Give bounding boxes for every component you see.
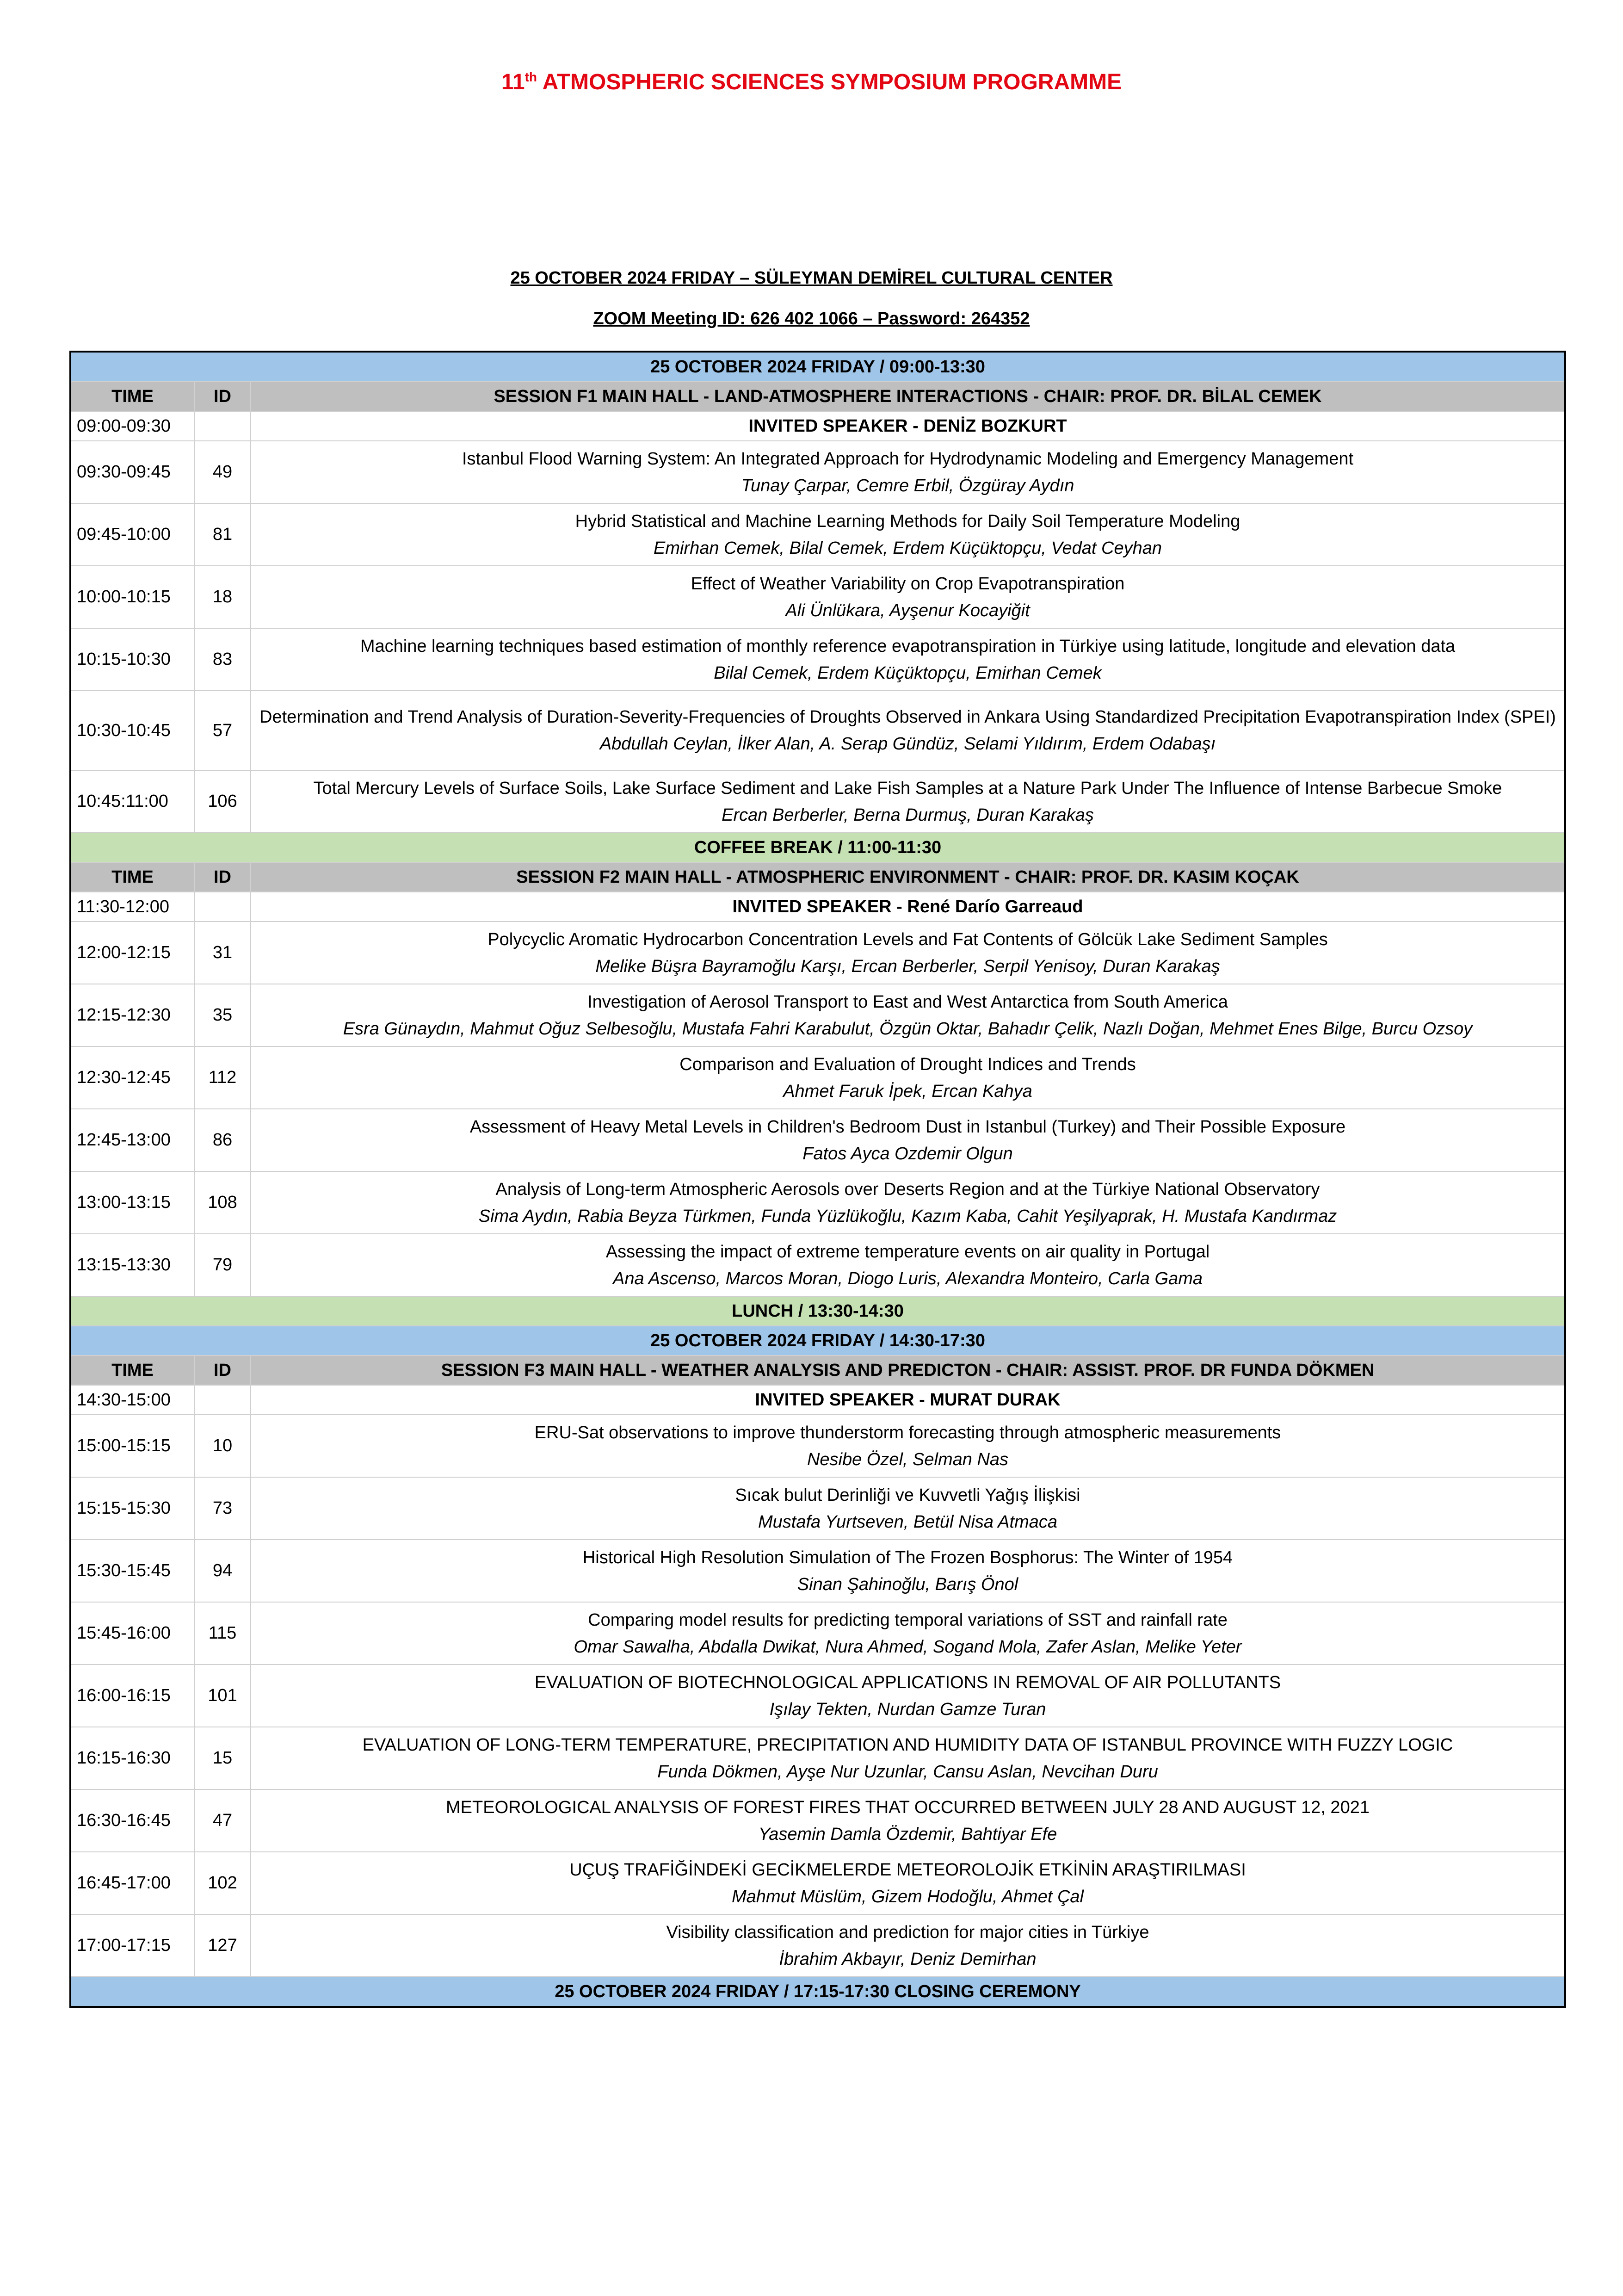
id-cell: 18: [194, 566, 251, 628]
session-header-row: [70, 382, 1565, 411]
date-header: 25 OCTOBER 2024 FRIDAY / 09:00-13:30: [70, 352, 1565, 382]
paper-authors: Melike Büşra Bayramoğlu Karşı, Ercan Berberler, Serpil Yenisoy, Duran Karakaş: [595, 956, 1220, 976]
id-cell: 101: [194, 1665, 251, 1727]
paper-row: [70, 691, 1565, 770]
paper-authors: Fatos Ayca Ozdemir Olgun: [802, 1144, 1013, 1163]
title-number: 11: [501, 70, 525, 94]
paper-title: EVALUATION OF LONG-TERM TEMPERATURE, PRECIPITATION AND HUMIDITY DATA OF ISTANBUL PROVINCE WITH FUZZY LOGIC: [362, 1735, 1453, 1755]
time-cell: 15:45-16:00: [70, 1602, 194, 1665]
date-header-row: [70, 352, 1565, 382]
paper-title: Assessing the impact of extreme temperature events on air quality in Portugal: [605, 1242, 1210, 1262]
paper-authors: Mustafa Yurtseven, Betül Nisa Atmaca: [758, 1512, 1057, 1532]
paper-title: Istanbul Flood Warning System: An Integrated Approach for Hydrodynamic Modeling and Emergency Management: [462, 449, 1354, 469]
break-row: [70, 1296, 1565, 1326]
paper-row: [70, 1665, 1565, 1727]
title-ordinal: th: [525, 70, 537, 84]
column-header-time: TIME: [70, 862, 194, 892]
paper-title: Hybrid Statistical and Machine Learning Methods for Daily Soil Temperature Modeling: [575, 511, 1240, 531]
id-cell: 115: [194, 1602, 251, 1665]
paper-row: [70, 1727, 1565, 1789]
time-cell: 16:00-16:15: [70, 1665, 194, 1727]
paper-authors: Emirhan Cemek, Bilal Cemek, Erdem Küçüktopçu, Vedat Ceyhan: [654, 538, 1162, 558]
paper-cell: [251, 1727, 1565, 1789]
paper-authors: Bilal Cemek, Erdem Küçüktopçu, Emirhan Cemek: [714, 663, 1102, 683]
paper-authors: Tunay Çarpar, Cemre Erbil, Özgüray Aydın: [741, 476, 1074, 495]
session-title: SESSION F1 MAIN HALL - LAND-ATMOSPHERE INTERACTIONS - CHAIR: PROF. DR. BİLAL CEMEK: [251, 382, 1565, 411]
invited-speaker: INVITED SPEAKER - DENİZ BOZKURT: [251, 411, 1565, 441]
paper-authors: Ercan Berberler, Berna Durmuş, Duran Karakaş: [722, 805, 1094, 825]
break-label: LUNCH / 13:30-14:30: [70, 1296, 1565, 1326]
paper-cell: [251, 984, 1565, 1046]
session-title: SESSION F3 MAIN HALL - WEATHER ANALYSIS AND PREDICTON - CHAIR: ASSIST. PROF. DR FUNDA DÖKMEN: [251, 1355, 1565, 1385]
paper-cell: [251, 922, 1565, 984]
paper-authors: Ali Ünlükara, Ayşenur Kocayiğit: [785, 600, 1030, 620]
paper-title: Polycyclic Aromatic Hydrocarbon Concentration Levels and Fat Contents of Gölcük Lake Sediment Samples: [488, 929, 1328, 949]
paper-cell: [251, 1171, 1565, 1234]
paper-cell: [251, 1914, 1565, 1977]
time-cell: 12:00-12:15: [70, 922, 194, 984]
id-cell: [194, 1385, 251, 1415]
paper-row: [70, 1171, 1565, 1234]
id-cell: [194, 892, 251, 922]
column-header-time: TIME: [70, 382, 194, 411]
time-cell: 12:30-12:45: [70, 1046, 194, 1109]
page-title: [0, 69, 1623, 95]
invited-speaker-row: [70, 892, 1565, 922]
time-cell: 10:15-10:30: [70, 628, 194, 691]
paper-row: [70, 770, 1565, 833]
date-header: 25 OCTOBER 2024 FRIDAY / 14:30-17:30: [70, 1326, 1565, 1355]
paper-title: Visibility classification and prediction for major cities in Türkiye: [666, 1922, 1149, 1942]
paper-row: [70, 566, 1565, 628]
paper-cell: [251, 503, 1565, 566]
column-header-id: ID: [194, 862, 251, 892]
paper-row: [70, 1540, 1565, 1602]
paper-cell: [251, 441, 1565, 503]
paper-authors: Funda Dökmen, Ayşe Nur Uzunlar, Cansu Aslan, Nevcihan Duru: [657, 1762, 1158, 1782]
date-header-row: [70, 1326, 1565, 1355]
paper-row: [70, 628, 1565, 691]
break-row: [70, 833, 1565, 862]
invited-speaker: INVITED SPEAKER - René Darío Garreaud: [251, 892, 1565, 922]
paper-row: [70, 503, 1565, 566]
paper-row: [70, 1415, 1565, 1477]
column-header-id: ID: [194, 1355, 251, 1385]
time-cell: 09:45-10:00: [70, 503, 194, 566]
paper-title: Comparison and Evaluation of Drought Indices and Trends: [679, 1054, 1136, 1074]
paper-authors: Nesibe Özel, Selman Nas: [807, 1449, 1009, 1469]
time-cell: 10:45:11:00: [70, 770, 194, 833]
id-cell: 57: [194, 691, 251, 770]
date-header-row: [70, 1977, 1565, 2007]
paper-title: Total Mercury Levels of Surface Soils, Lake Surface Sediment and Lake Fish Samples at a Nature Park Under The Influence of Intense Barbecue Smoke: [313, 778, 1502, 798]
time-cell: 10:30-10:45: [70, 691, 194, 770]
time-cell: 10:00-10:15: [70, 566, 194, 628]
paper-row: [70, 1602, 1565, 1665]
paper-cell: [251, 1109, 1565, 1171]
paper-title: UÇUŞ TRAFİĞİNDEKİ GECİKMELERDE METEOROLOJİK ETKİNİN ARAŞTIRILMASI: [569, 1860, 1246, 1880]
paper-title: Investigation of Aerosol Transport to East and West Antarctica from South America: [587, 992, 1228, 1012]
paper-authors: Omar Sawalha, Abdalla Dwikat, Nura Ahmed, Sogand Mola, Zafer Aslan, Melike Yeter: [574, 1637, 1242, 1657]
id-cell: 112: [194, 1046, 251, 1109]
paper-authors: Mahmut Müslüm, Gizem Hodoğlu, Ahmet Çal: [732, 1887, 1084, 1906]
paper-authors: Esra Günaydın, Mahmut Oğuz Selbesoğlu, Mustafa Fahri Karabulut, Özgün Oktar, Bahadır Çelik, Nazlı Doğan, Mehmet Enes Bilge, Burcu Ozsoy: [343, 1019, 1473, 1039]
paper-cell: [251, 1234, 1565, 1296]
id-cell: 49: [194, 441, 251, 503]
id-cell: 102: [194, 1852, 251, 1914]
date-header: 25 OCTOBER 2024 FRIDAY / 17:15-17:30 CLOSING CEREMONY: [70, 1977, 1565, 2007]
paper-authors: Abdullah Ceylan, İlker Alan, A. Serap Gündüz, Selami Yıldırım, Erdem Odabaşı: [599, 734, 1216, 754]
paper-title: Historical High Resolution Simulation of The Frozen Bosphorus: The Winter of 1954: [582, 1547, 1233, 1567]
id-cell: 106: [194, 770, 251, 833]
paper-title: Machine learning techniques based estimation of monthly reference evapotranspiration in Türkiye using latitude, longitude and elevation data: [360, 636, 1456, 656]
paper-cell: [251, 770, 1565, 833]
paper-row: [70, 984, 1565, 1046]
paper-row: [70, 1109, 1565, 1171]
paper-cell: [251, 566, 1565, 628]
paper-title: Comparing model results for predicting temporal variations of SST and rainfall rate: [588, 1610, 1228, 1630]
time-cell: 15:00-15:15: [70, 1415, 194, 1477]
paper-cell: [251, 1789, 1565, 1852]
time-cell: 12:15-12:30: [70, 984, 194, 1046]
session-title: SESSION F2 MAIN HALL - ATMOSPHERIC ENVIRONMENT - CHAIR: PROF. DR. KASIM KOÇAK: [251, 862, 1565, 892]
paper-authors: Ahmet Faruk İpek, Ercan Kahya: [783, 1081, 1032, 1101]
id-cell: 31: [194, 922, 251, 984]
id-cell: 81: [194, 503, 251, 566]
time-cell: 13:15-13:30: [70, 1234, 194, 1296]
paper-cell: [251, 1540, 1565, 1602]
paper-row: [70, 441, 1565, 503]
paper-cell: [251, 691, 1565, 770]
time-cell: 09:30-09:45: [70, 441, 194, 503]
paper-row: [70, 922, 1565, 984]
paper-row: [70, 1914, 1565, 1977]
id-cell: 47: [194, 1789, 251, 1852]
paper-row: [70, 1789, 1565, 1852]
column-header-time: TIME: [70, 1355, 194, 1385]
paper-title: EVALUATION OF BIOTECHNOLOGICAL APPLICATIONS IN REMOVAL OF AIR POLLUTANTS: [534, 1672, 1281, 1692]
id-cell: 73: [194, 1477, 251, 1540]
title-text: ATMOSPHERIC SCIENCES SYMPOSIUM PROGRAMME: [537, 70, 1122, 94]
paper-cell: [251, 1852, 1565, 1914]
paper-cell: [251, 1665, 1565, 1727]
paper-authors: İbrahim Akbayır, Deniz Demirhan: [779, 1949, 1037, 1969]
invited-speaker-row: [70, 1385, 1565, 1415]
time-cell: 17:00-17:15: [70, 1914, 194, 1977]
id-cell: 86: [194, 1109, 251, 1171]
paper-authors: Yasemin Damla Özdemir, Bahtiyar Efe: [758, 1824, 1057, 1844]
paper-authors: Işılay Tekten, Nurdan Gamze Turan: [769, 1699, 1046, 1719]
time-cell: 16:30-16:45: [70, 1789, 194, 1852]
paper-title: Analysis of Long-term Atmospheric Aerosols over Deserts Region and at the Türkiye National Observatory: [495, 1179, 1320, 1199]
id-cell: 15: [194, 1727, 251, 1789]
paper-cell: [251, 628, 1565, 691]
paper-cell: [251, 1602, 1565, 1665]
invited-speaker: INVITED SPEAKER - MURAT DURAK: [251, 1385, 1565, 1415]
paper-cell: [251, 1477, 1565, 1540]
id-cell: 35: [194, 984, 251, 1046]
paper-title: Assessment of Heavy Metal Levels in Children's Bedroom Dust in Istanbul (Turkey) and Their Possible Exposure: [469, 1117, 1346, 1137]
paper-title: METEOROLOGICAL ANALYSIS OF FOREST FIRES THAT OCCURRED BETWEEN JULY 28 AND AUGUST 12, 2021: [446, 1797, 1370, 1817]
time-cell: 13:00-13:15: [70, 1171, 194, 1234]
paper-authors: Sinan Şahinoğlu, Barış Önol: [797, 1574, 1018, 1594]
session-header-row: [70, 862, 1565, 892]
id-cell: 108: [194, 1171, 251, 1234]
time-cell: 15:15-15:30: [70, 1477, 194, 1540]
paper-row: [70, 1046, 1565, 1109]
time-cell: 14:30-15:00: [70, 1385, 194, 1415]
time-cell: 09:00-09:30: [70, 411, 194, 441]
id-cell: 94: [194, 1540, 251, 1602]
time-cell: 12:45-13:00: [70, 1109, 194, 1171]
venue-heading: 25 OCTOBER 2024 FRIDAY – SÜLEYMAN DEMİREL CULTURAL CENTER: [510, 268, 1113, 288]
column-header-id: ID: [194, 382, 251, 411]
paper-authors: Ana Ascenso, Marcos Moran, Diogo Luris, Alexandra Monteiro, Carla Gama: [613, 1269, 1203, 1288]
zoom-info: ZOOM Meeting ID: 626 402 1066 – Password: 264352: [593, 309, 1030, 328]
programme-table: [69, 351, 1566, 2008]
time-cell: 16:15-16:30: [70, 1727, 194, 1789]
invited-speaker-row: [70, 411, 1565, 441]
time-cell: 11:30-12:00: [70, 892, 194, 922]
time-cell: 16:45-17:00: [70, 1852, 194, 1914]
paper-title: ERU-Sat observations to improve thunderstorm forecasting through atmospheric measurements: [534, 1423, 1281, 1442]
paper-row: [70, 1234, 1565, 1296]
id-cell: [194, 411, 251, 441]
programme-body: [70, 352, 1565, 2007]
paper-row: [70, 1852, 1565, 1914]
paper-row: [70, 1477, 1565, 1540]
paper-cell: [251, 1415, 1565, 1477]
paper-authors: Sima Aydın, Rabia Beyza Türkmen, Funda Yüzlükoğlu, Kazım Kaba, Cahit Yeşilyaprak, H. Mustafa Kandırmaz: [478, 1206, 1337, 1226]
id-cell: 79: [194, 1234, 251, 1296]
id-cell: 10: [194, 1415, 251, 1477]
id-cell: 83: [194, 628, 251, 691]
time-cell: 15:30-15:45: [70, 1540, 194, 1602]
break-label: COFFEE BREAK / 11:00-11:30: [70, 833, 1565, 862]
paper-cell: [251, 1046, 1565, 1109]
paper-title: Determination and Trend Analysis of Duration-Severity-Frequencies of Droughts Observed in Ankara Using Standardized Precipitation Evapotranspiration Index (SPEI): [259, 707, 1556, 727]
session-header-row: [70, 1355, 1565, 1385]
paper-title: Sıcak bulut Derinliği ve Kuvvetli Yağış İlişkisi: [735, 1485, 1080, 1505]
id-cell: 127: [194, 1914, 251, 1977]
paper-title: Effect of Weather Variability on Crop Evapotranspiration: [691, 574, 1125, 594]
